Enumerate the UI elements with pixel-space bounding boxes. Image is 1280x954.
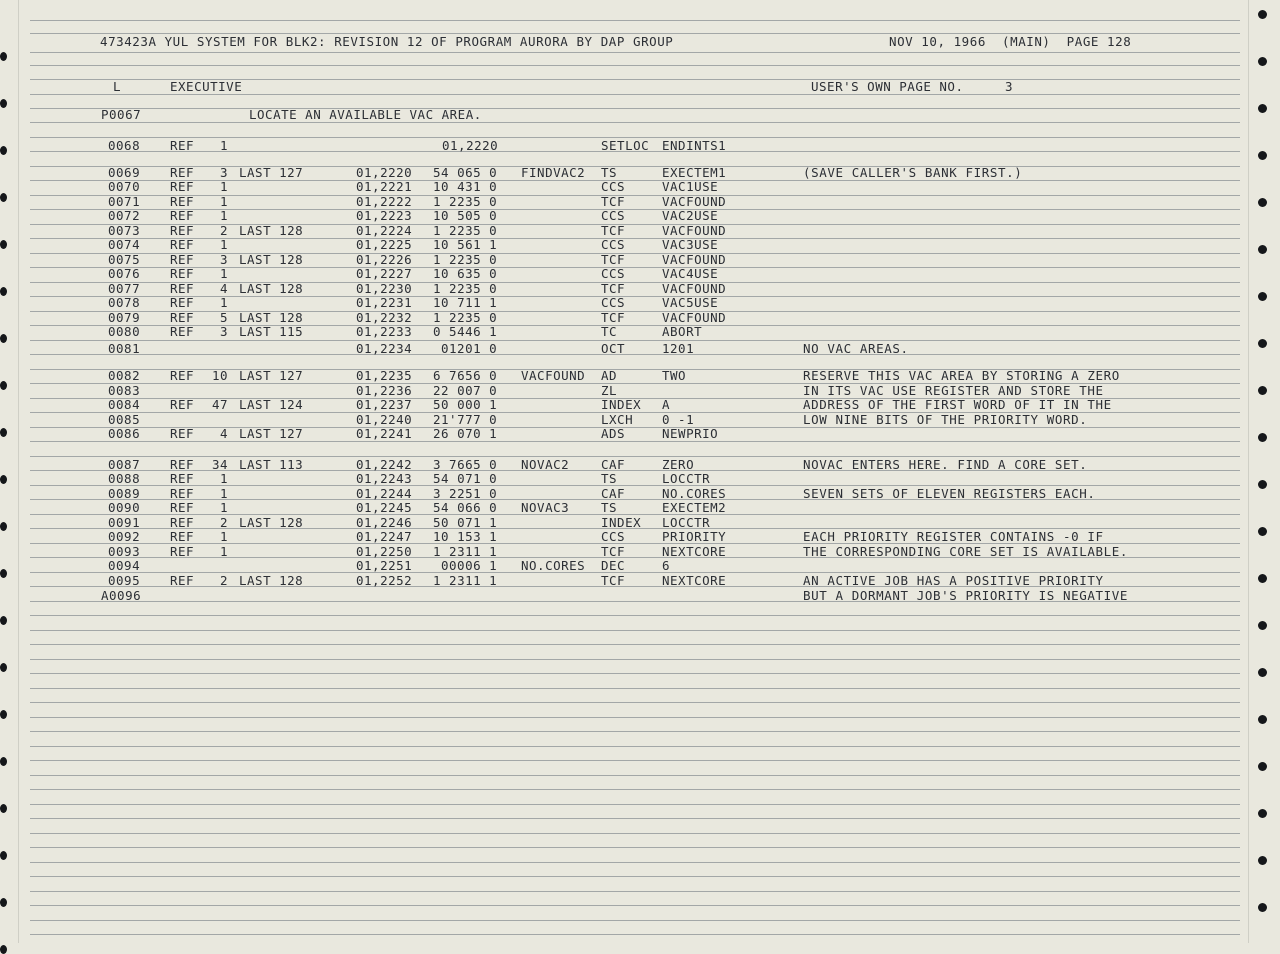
operand: VAC5USE [662,295,719,310]
ref-count: 47 [211,397,228,412]
last-ref-page: LAST 128 [239,223,304,238]
comment: THE CORRESPONDING CORE SET IS AVAILABLE. [803,544,1129,559]
ref-flag: REF [170,194,195,209]
ruled-line [30,876,1240,877]
line-number: 0094 [108,558,141,573]
line-number: 0071 [108,194,141,209]
ruled-line [30,804,1240,805]
ref-count: 4 [219,426,228,441]
comment: NO VAC AREAS. [803,341,909,356]
address: 01,2234 [356,341,413,356]
ruled-line [30,94,1240,95]
object-code: 6 7656 0 [433,368,498,383]
comment: (SAVE CALLER'S BANK FIRST.) [803,165,1023,180]
tractor-hole-icon [0,240,7,249]
p0067-line-number: P0067 [101,107,142,122]
ref-count: 34 [211,457,228,472]
margin-line [18,0,19,943]
address: 01,2240 [356,412,413,427]
ref-count: 3 [219,324,228,339]
object-code: 1 2235 0 [433,252,498,267]
ruled-line [30,746,1240,747]
opcode: TCF [601,281,626,296]
line-number: 0092 [108,529,141,544]
tractor-hole-icon [0,616,7,625]
ruled-line [30,52,1240,53]
ruled-line [30,862,1240,863]
line-number: 0073 [108,223,141,238]
address: 01,2226 [356,252,413,267]
comment: LOW NINE BITS OF THE PRIORITY WORD. [803,412,1088,427]
address: 01,2224 [356,223,413,238]
tractor-hole-icon [1258,809,1267,818]
operand: EXECTEM2 [662,500,727,515]
operand: VAC3USE [662,237,719,252]
tractor-hole-icon [1258,762,1267,771]
ref-flag: REF [170,223,195,238]
ref-flag: REF [170,295,195,310]
ref-count: 1 [219,500,228,515]
operand: VAC1USE [662,179,719,194]
operand: VAC2USE [662,208,719,223]
object-code: 01,2220 [442,138,499,153]
address: 01,2241 [356,426,413,441]
address: 01,2233 [356,324,413,339]
object-code: 1 2311 1 [433,544,498,559]
tractor-hole-icon [1258,715,1267,724]
ref-flag: REF [170,179,195,194]
comment: BUT A DORMANT JOB'S PRIORITY IS NEGATIVE [803,588,1129,603]
opcode: CCS [601,529,626,544]
opcode: CCS [601,295,626,310]
operand: ABORT [662,324,703,339]
ref-count: 1 [219,179,228,194]
tractor-hole-icon [0,898,7,907]
tractor-hole-icon [0,522,7,531]
tractor-hole-icon [0,99,7,108]
object-code: 54 066 0 [433,500,498,515]
object-code: 50 000 1 [433,397,498,412]
tractor-hole-icon [1258,245,1267,254]
last-ref-page: LAST 124 [239,397,304,412]
operand: EXECTEM1 [662,165,727,180]
opcode: TC [601,324,618,339]
line-number: 0069 [108,165,141,180]
ref-count: 2 [219,515,228,530]
ruled-line [30,775,1240,776]
ref-count: 2 [219,573,228,588]
symbol-label: NOVAC2 [521,457,570,472]
symbol-label: NOVAC3 [521,500,570,515]
line-number: 0078 [108,295,141,310]
symbol-label: NO.CORES [521,558,586,573]
line-number: 0083 [108,383,141,398]
address: 01,2220 [356,165,413,180]
ref-flag: REF [170,515,195,530]
operand: VACFOUND [662,252,727,267]
operand: NO.CORES [662,486,727,501]
operand: VACFOUND [662,281,727,296]
tractor-hole-icon [1258,574,1267,583]
ruled-line [30,441,1240,442]
operand: 1201 [662,341,695,356]
tractor-hole-icon [0,710,7,719]
tractor-hole-icon [0,381,7,390]
ruled-line [30,122,1240,123]
ruled-line [30,65,1240,66]
address: 01,2223 [356,208,413,223]
address: 01,2235 [356,368,413,383]
opcode: ADS [601,426,626,441]
opcode: INDEX [601,397,642,412]
ref-count: 10 [211,368,228,383]
last-ref-page: LAST 127 [239,426,304,441]
object-code: 1 2235 0 [433,223,498,238]
ref-count: 1 [219,544,228,559]
operand: LOCCTR [662,515,711,530]
last-ref-page: LAST 113 [239,457,304,472]
ref-flag: REF [170,457,195,472]
header-title: 473423A YUL SYSTEM FOR BLK2: REVISION 12 OF PROGRAM AURORA BY DAP GROUP [100,34,674,49]
header-date-page: NOV 10, 1966 (MAIN) PAGE 128 [889,34,1132,49]
tractor-hole-icon [0,851,7,860]
ruled-line [30,615,1240,616]
last-ref-page: LAST 128 [239,310,304,325]
line-number: 0080 [108,324,141,339]
operand: 0 -1 [662,412,695,427]
tractor-hole-icon [1258,668,1267,677]
address: 01,2222 [356,194,413,209]
comment: RESERVE THIS VAC AREA BY STORING A ZERO [803,368,1120,383]
address: 01,2231 [356,295,413,310]
ruled-line [30,354,1240,355]
opcode: INDEX [601,515,642,530]
line-number: 0076 [108,266,141,281]
tractor-hole-icon [1258,151,1267,160]
comment: EACH PRIORITY REGISTER CONTAINS -0 IF [803,529,1104,544]
ref-count: 1 [219,471,228,486]
ref-count: 1 [219,266,228,281]
opcode: TCF [601,194,626,209]
ref-flag: REF [170,544,195,559]
object-code: 22 007 0 [433,383,498,398]
address: 01,2236 [356,383,413,398]
object-code: 1 2311 1 [433,573,498,588]
object-code: 10 711 1 [433,295,498,310]
ruled-line [30,920,1240,921]
symbol-label: FINDVAC2 [521,165,586,180]
ruled-line [30,673,1240,674]
line-number: 0095 [108,573,141,588]
ref-count: 4 [219,281,228,296]
line-number: 0077 [108,281,141,296]
user-page-number: 3 [1005,79,1014,94]
operand: PRIORITY [662,529,727,544]
tractor-hole-icon [1258,621,1267,630]
margin-line [1248,0,1249,943]
ruled-line [30,818,1240,819]
last-ref-page: LAST 128 [239,573,304,588]
tractor-hole-icon [0,757,7,766]
comment: AN ACTIVE JOB HAS A POSITIVE PRIORITY [803,573,1104,588]
opcode: CCS [601,208,626,223]
address: 01,2230 [356,281,413,296]
address: 01,2243 [356,471,413,486]
ruled-line [30,731,1240,732]
operand: NEWPRIO [662,426,719,441]
address: 01,2251 [356,558,413,573]
last-ref-page: LAST 127 [239,368,304,383]
ref-flag: REF [170,208,195,223]
ref-count: 1 [219,486,228,501]
address: 01,2247 [356,529,413,544]
operand: VACFOUND [662,223,727,238]
tractor-hole-icon [0,475,7,484]
line-number: 0089 [108,486,141,501]
p0067-text: LOCATE AN AVAILABLE VAC AREA. [249,107,482,122]
ref-count: 1 [219,138,228,153]
ruled-line [30,659,1240,660]
operand: NEXTCORE [662,573,727,588]
ref-flag: REF [170,237,195,252]
opcode: TCF [601,544,626,559]
tractor-hole-icon [0,287,7,296]
line-number: 0084 [108,397,141,412]
ruled-line [30,847,1240,848]
object-code: 21'777 0 [433,412,498,427]
ref-count: 1 [219,295,228,310]
tractor-hole-icon [0,52,7,61]
symbol-label: VACFOUND [521,368,586,383]
tractor-hole-icon [1258,433,1267,442]
tractor-hole-icon [0,334,7,343]
ruled-line [30,340,1240,341]
object-code: 1 2235 0 [433,194,498,209]
ref-flag: REF [170,573,195,588]
ruled-line [30,717,1240,718]
ref-flag: REF [170,138,195,153]
opcode: OCT [601,341,626,356]
object-code: 26 070 1 [433,426,498,441]
operand: 6 [662,558,671,573]
object-code: 3 7665 0 [433,457,498,472]
address: 01,2246 [356,515,413,530]
ref-count: 1 [219,208,228,223]
ruled-line [30,688,1240,689]
operand: LOCCTR [662,471,711,486]
line-number: 0090 [108,500,141,515]
tractor-hole-icon [0,663,7,672]
address: 01,2252 [356,573,413,588]
object-code: 54 071 0 [433,471,498,486]
ref-count: 1 [219,194,228,209]
tractor-hole-icon [1258,57,1267,66]
ruled-line [30,630,1240,631]
line-number: 0086 [108,426,141,441]
line-number: 0088 [108,471,141,486]
ref-flag: REF [170,281,195,296]
address: 01,2227 [356,266,413,281]
line-number: 0075 [108,252,141,267]
operand: NEXTCORE [662,544,727,559]
ref-flag: REF [170,252,195,267]
opcode: TS [601,165,618,180]
ruled-line [30,905,1240,906]
ruled-line [30,934,1240,935]
operand: VACFOUND [662,194,727,209]
operand: VAC4USE [662,266,719,281]
ref-flag: REF [170,486,195,501]
opcode: SETLOC [601,138,650,153]
user-page-label: USER'S OWN PAGE NO. [811,79,964,94]
ref-flag: REF [170,368,195,383]
ref-count: 1 [219,529,228,544]
last-ref-page: LAST 128 [239,252,304,267]
ref-flag: REF [170,471,195,486]
opcode: DEC [601,558,626,573]
ref-flag: REF [170,165,195,180]
opcode: TCF [601,573,626,588]
line-number: 0093 [108,544,141,559]
address: 01,2232 [356,310,413,325]
object-code: 01201 0 [441,341,498,356]
ref-count: 1 [219,237,228,252]
opcode: CCS [601,237,626,252]
operand: TWO [662,368,687,383]
ref-flag: REF [170,310,195,325]
line-number: A0096 [101,588,142,603]
last-ref-page: LAST 115 [239,324,304,339]
line-number: 0072 [108,208,141,223]
opcode: TS [601,500,618,515]
opcode: TCF [601,310,626,325]
opcode: TS [601,471,618,486]
line-number: 0070 [108,179,141,194]
tractor-hole-icon [1258,104,1267,113]
operand: ENDINTS1 [662,138,727,153]
ref-count: 5 [219,310,228,325]
opcode: AD [601,368,618,383]
address: 01,2250 [356,544,413,559]
opcode: CAF [601,457,626,472]
tractor-hole-icon [0,569,7,578]
opcode: CAF [601,486,626,501]
ruled-line [30,702,1240,703]
ref-flag: REF [170,266,195,281]
ref-count: 3 [219,252,228,267]
last-ref-page: LAST 127 [239,165,304,180]
opcode: ZL [601,383,618,398]
tractor-hole-icon [1258,386,1267,395]
object-code: 10 505 0 [433,208,498,223]
opcode: TCF [601,223,626,238]
last-ref-page: LAST 128 [239,281,304,296]
tractor-hole-icon [1258,198,1267,207]
last-ref-page: LAST 128 [239,515,304,530]
object-code: 10 153 1 [433,529,498,544]
operand: VACFOUND [662,310,727,325]
opcode: CCS [601,179,626,194]
tractor-hole-icon [1258,903,1267,912]
line-number: 0082 [108,368,141,383]
object-code: 54 065 0 [433,165,498,180]
ref-flag: REF [170,500,195,515]
line-number: 0079 [108,310,141,325]
line-number: 0085 [108,412,141,427]
object-code: 10 431 0 [433,179,498,194]
address: 01,2245 [356,500,413,515]
ref-flag: REF [170,324,195,339]
object-code: 10 635 0 [433,266,498,281]
section-name: EXECUTIVE [170,79,243,94]
operand: A [662,397,671,412]
tractor-hole-icon [1258,480,1267,489]
ruled-line [30,789,1240,790]
opcode: CCS [601,266,626,281]
address: 01,2221 [356,179,413,194]
line-number: 0091 [108,515,141,530]
object-code: 00006 1 [441,558,498,573]
tractor-hole-icon [1258,339,1267,348]
tractor-hole-icon [0,193,7,202]
address: 01,2225 [356,237,413,252]
line-number: 0087 [108,457,141,472]
ruled-line [30,833,1240,834]
address: 01,2237 [356,397,413,412]
comment: IN ITS VAC USE REGISTER AND STORE THE [803,383,1104,398]
object-code: 1 2235 0 [433,310,498,325]
tractor-hole-icon [0,428,7,437]
tractor-hole-icon [1258,856,1267,865]
object-code: 10 561 1 [433,237,498,252]
ruled-line [30,760,1240,761]
ref-flag: REF [170,529,195,544]
comment: SEVEN SETS OF ELEVEN REGISTERS EACH. [803,486,1096,501]
opcode: LXCH [601,412,634,427]
ruled-line [30,891,1240,892]
ruled-line [30,108,1240,109]
object-code: 0 5446 1 [433,324,498,339]
line-number: 0068 [108,138,141,153]
object-code: 1 2235 0 [433,281,498,296]
ref-flag: REF [170,397,195,412]
ref-count: 3 [219,165,228,180]
line-number: 0074 [108,237,141,252]
tractor-hole-icon [0,146,7,155]
opcode: TCF [601,252,626,267]
ref-flag: REF [170,426,195,441]
address: 01,2242 [356,457,413,472]
comment: ADDRESS OF THE FIRST WORD OF IT IN THE [803,397,1112,412]
tractor-hole-icon [1258,10,1267,19]
operand: ZERO [662,457,695,472]
ruled-line [30,644,1240,645]
object-code: 50 071 1 [433,515,498,530]
tractor-hole-icon [1258,292,1267,301]
ref-count: 2 [219,223,228,238]
object-code: 3 2251 0 [433,486,498,501]
address: 01,2244 [356,486,413,501]
tractor-hole-icon [1258,527,1267,536]
ruled-line [30,20,1240,21]
comment: NOVAC ENTERS HERE. FIND A CORE SET. [803,457,1088,472]
line-number: 0081 [108,341,141,356]
tractor-hole-icon [0,945,7,954]
tractor-hole-icon [0,804,7,813]
section-type: L [113,79,122,94]
